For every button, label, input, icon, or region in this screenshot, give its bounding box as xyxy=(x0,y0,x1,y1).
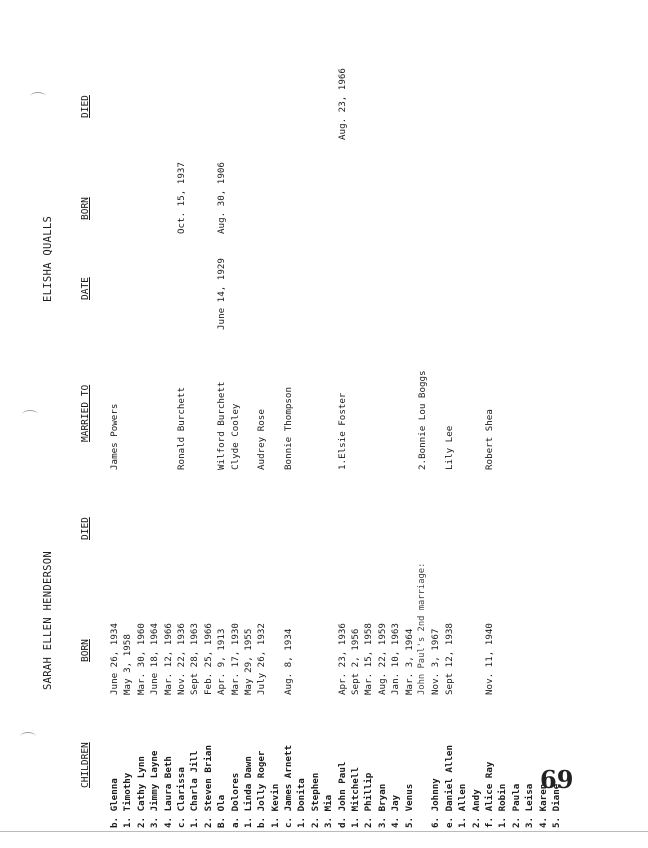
table-row xyxy=(148,20,161,840)
child-name: b. Jolly Roger xyxy=(256,750,268,828)
child-name: 1. Robin xyxy=(497,783,509,828)
table-row xyxy=(336,20,349,840)
spouse-name: Robert Shea xyxy=(483,409,495,470)
table-row xyxy=(188,20,201,840)
table-row xyxy=(443,20,456,840)
table-row xyxy=(282,20,295,840)
child-name: a. Dolores xyxy=(229,772,241,828)
spouse-born-date: Aug. 30, 1906 xyxy=(216,162,228,234)
table-row xyxy=(202,20,215,840)
table-row xyxy=(416,20,429,840)
bottom-edge-line xyxy=(0,831,648,832)
spouse-name: 2.Bonnie Lou Boggs xyxy=(416,370,428,470)
child-name: 2. Cathy Lynn xyxy=(135,756,147,828)
column-header-died: DIED xyxy=(80,517,91,540)
child-name: 3. Bryan xyxy=(376,783,388,828)
born-date: Nov. 3, 1967 xyxy=(430,628,442,695)
table-row xyxy=(510,20,523,840)
child-name: 1. Kevin xyxy=(269,783,281,828)
born-date: Nov. 22, 1936 xyxy=(175,623,187,695)
child-name: f. Alice Ray xyxy=(483,761,495,828)
column-header-children: CHILDREN xyxy=(80,742,91,788)
born-date: Feb. 25, 1966 xyxy=(202,623,214,695)
header-section xyxy=(40,20,100,840)
child-name: 1. Mitchell xyxy=(350,767,362,828)
child-name: 1. Charla Jill xyxy=(189,750,201,828)
child-name: 1. Donita xyxy=(296,778,308,828)
table-row xyxy=(389,20,402,840)
column-header-died-spouse: DIED xyxy=(80,95,91,118)
child-name: 2. Andy xyxy=(470,789,482,828)
child-name: d. John Paul xyxy=(336,761,348,828)
child-name: 3. Leisa xyxy=(524,783,536,828)
born-date: July 26, 1932 xyxy=(256,623,268,695)
child-name: e. Daniel Allen xyxy=(443,745,455,828)
born-date: Apr. 23, 1936 xyxy=(336,623,348,695)
table-row xyxy=(537,20,550,840)
spouse-name: 1.Elsie Foster xyxy=(336,392,348,470)
spouse-name: Wilford Burchett xyxy=(216,381,228,470)
table-row xyxy=(108,20,121,840)
born-date: Sept 12, 1938 xyxy=(443,623,455,695)
child-name: 5. Venus xyxy=(403,783,415,828)
page-number: 69 xyxy=(540,765,574,794)
left-heading: SARAH ELLEN HENDERSON xyxy=(42,550,54,690)
child-name: 6. Johnny xyxy=(430,778,442,828)
table-row xyxy=(550,20,563,840)
born-date: Mar. 3, 1964 xyxy=(403,628,415,695)
table-row xyxy=(376,20,389,840)
child-name: 2. Phillip xyxy=(363,772,375,828)
table-row xyxy=(322,20,335,840)
child-name: 1. Linda Dawn xyxy=(242,756,254,828)
child-name: 4. Jay xyxy=(390,794,402,828)
margin-mark-bottom xyxy=(20,732,36,741)
born-date: Mar. 17, 1930 xyxy=(229,623,241,695)
table-row xyxy=(255,20,268,840)
margin-mark-middle xyxy=(22,410,38,419)
table-row xyxy=(362,20,375,840)
table-row xyxy=(229,20,242,840)
spouse-name: Bonnie Thompson xyxy=(283,387,295,470)
right-heading: ELISHA QUALLS xyxy=(42,215,54,302)
child-name: c. James Arnett xyxy=(283,745,295,828)
child-name: 5. Diane xyxy=(550,783,562,828)
born-date: John Paul's 2nd marriage: xyxy=(416,562,427,695)
marriage-date: June 14, 1929 xyxy=(216,258,228,330)
child-name: 4. Karen xyxy=(537,783,549,828)
born-date: June 18, 1964 xyxy=(149,623,161,695)
born-date: Mar. 12, 1966 xyxy=(162,623,174,695)
child-name: 1. Timothy xyxy=(122,772,134,828)
born-date: Jan. 10, 1963 xyxy=(390,623,402,695)
column-header-date: DATE xyxy=(80,277,91,300)
table-row xyxy=(269,20,282,840)
table-row xyxy=(121,20,134,840)
born-date: Aug. 22, 1959 xyxy=(376,623,388,695)
column-header-born-spouse: BORN xyxy=(80,197,91,220)
child-name: 1. Allen xyxy=(457,783,469,828)
spouse-name: Clyde Cooley xyxy=(229,403,241,470)
family-table xyxy=(108,20,563,840)
column-header-married-to: MARRIED TO xyxy=(80,384,91,442)
table-row xyxy=(349,20,362,840)
table-row xyxy=(483,20,496,840)
table-row xyxy=(175,20,188,840)
table-row xyxy=(162,20,175,840)
margin-mark-top xyxy=(30,92,46,101)
child-name: c. Clarissa xyxy=(175,767,187,828)
table-row xyxy=(215,20,228,840)
child-name: 3. Mia xyxy=(323,794,335,828)
born-date: Sept 28, 1963 xyxy=(189,623,201,695)
table-row xyxy=(429,20,442,840)
child-name: 2. Paula xyxy=(510,783,522,828)
table-row xyxy=(456,20,469,840)
child-name: 4. Laura Beth xyxy=(162,756,174,828)
table-row xyxy=(135,20,148,840)
table-row xyxy=(496,20,509,840)
spouse-name: James Powers xyxy=(109,403,120,470)
born-date: May 3, 1958 xyxy=(122,634,134,695)
born-date: Mar. 30, 1960 xyxy=(135,623,147,695)
spouse-name: Audrey Rose xyxy=(256,409,268,470)
spouse-died-date: Aug. 23, 1966 xyxy=(336,68,348,140)
born-date: Aug. 8, 1934 xyxy=(283,628,295,695)
child-name: b. Glenna xyxy=(109,778,120,828)
child-name: 2. Steven Brian xyxy=(202,745,214,828)
child-name: B. Ola xyxy=(216,794,228,828)
born-date: June 26, 1934 xyxy=(109,623,120,695)
spouse-name: Ronald Burchett xyxy=(175,387,187,470)
table-row xyxy=(242,20,255,840)
table-row xyxy=(309,20,322,840)
table-row xyxy=(470,20,483,840)
child-name: 3. Jimmy Layne xyxy=(149,750,161,828)
born-date: Mar. 15, 1958 xyxy=(363,623,375,695)
born-date: Sept 2, 1956 xyxy=(350,628,362,695)
child-name: 2. Stephen xyxy=(309,772,321,828)
spouse-born-date: Oct. 15, 1937 xyxy=(175,162,187,234)
table-row xyxy=(523,20,536,840)
born-date: May 29, 1955 xyxy=(242,628,254,695)
spouse-name: Lily Lee xyxy=(443,425,455,470)
born-date: Apr. 9, 1913 xyxy=(216,628,228,695)
born-date: Nov. 11, 1940 xyxy=(483,623,495,695)
table-row xyxy=(295,20,308,840)
column-header-born: BORN xyxy=(80,639,91,662)
table-row xyxy=(403,20,416,840)
rotated-genealogy-sheet xyxy=(40,20,600,840)
